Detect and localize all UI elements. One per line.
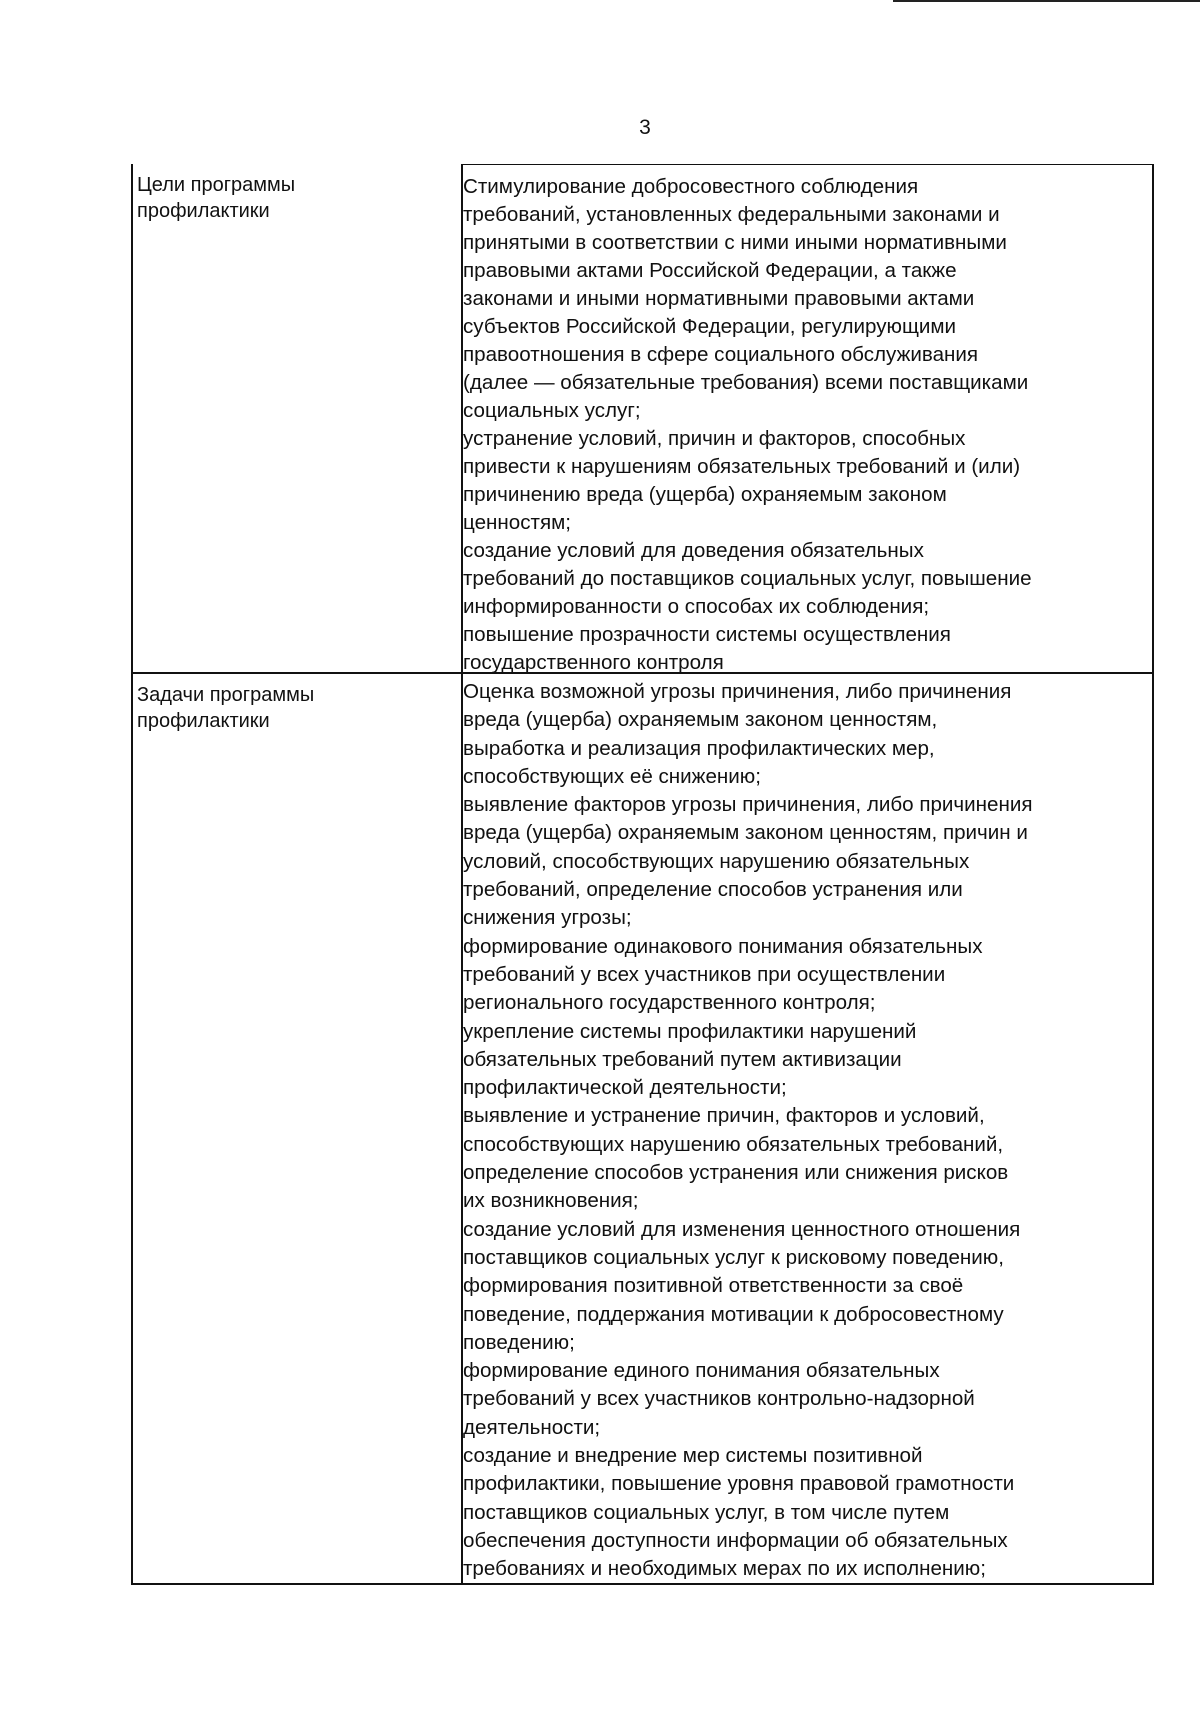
tasks-label-cell xyxy=(131,672,461,1583)
content-line: создание условий для изменения ценностного отношения xyxy=(463,1217,1021,1241)
content-line: Стимулирование добросовестного соблюдения xyxy=(463,175,919,198)
label-line: профилактики xyxy=(137,710,270,732)
content-line: укрепление системы профилактики нарушений xyxy=(463,1019,917,1043)
content-line: обеспечения доступности информации об обязательных xyxy=(463,1528,1008,1552)
content-line: ценностям; xyxy=(463,511,571,534)
goals-label-cell xyxy=(131,164,461,672)
content-line: выявление факторов угрозы причинения, либо причинения xyxy=(463,793,1033,817)
content-line: причинению вреда (ущерба) охраняемым законом xyxy=(463,483,947,506)
content-line: требований, определение способов устранения или xyxy=(463,878,963,902)
table-row-goals xyxy=(131,164,1154,672)
content-line: создание условий для доведения обязательных xyxy=(463,539,924,562)
content-line: (далее — обязательные требования) всеми поставщиками xyxy=(463,371,1029,394)
tasks-content-cell xyxy=(461,672,1154,1583)
content-line: снижения угрозы; xyxy=(463,906,632,930)
label-line: профилактики xyxy=(137,200,270,222)
table-row-tasks xyxy=(131,672,1154,1583)
content-line: поставщиков социальных услуг к рисковому поведению, xyxy=(463,1245,1004,1269)
content-line: требований у всех участников контрольно-надзорной xyxy=(463,1387,975,1411)
content-line: повышение прозрачности системы осуществления xyxy=(463,623,951,646)
content-line: создание и внедрение мер системы позитивной xyxy=(463,1444,923,1468)
content-line: поставщиков социальных услуг, в том числе путем xyxy=(463,1500,950,1524)
content-line: деятельности; xyxy=(463,1415,601,1439)
content-line: формирования позитивной ответственности за своё xyxy=(463,1274,964,1298)
content-line: способствующих нарушению обязательных требований, xyxy=(463,1132,1004,1156)
label-line: Задачи программы xyxy=(137,684,315,706)
content-line: вреда (ущерба) охраняемым законом ценностям, причин и xyxy=(463,821,1028,845)
content-line: правоотношения в сфере социального обслуживания xyxy=(463,343,979,366)
content-line: информированности о способах их соблюдения; xyxy=(463,595,930,618)
content-line: выявление и устранение причин, факторов и условий, xyxy=(463,1104,985,1128)
content-line: формирование единого понимания обязательных xyxy=(463,1359,940,1383)
content-line: привести к нарушениям обязательных требований и (или) xyxy=(463,455,1021,478)
content-line: устранение условий, причин и факторов, способных xyxy=(463,427,966,450)
content-line: законами и иными нормативными правовыми актами xyxy=(463,287,975,310)
content-line: Оценка возможной угрозы причинения, либо причинения xyxy=(463,680,1012,703)
content-line: социальных услуг; xyxy=(463,399,641,422)
content-line: требований до поставщиков социальных услуг, повышение xyxy=(463,567,1032,590)
scan-edge-mark xyxy=(893,0,1200,2)
content-line: способствующих её снижению; xyxy=(463,764,761,788)
page-number: 3 xyxy=(639,116,651,139)
content-line: условий, способствующих нарушению обязательных xyxy=(463,849,970,873)
content-line: регионального государственного контроля; xyxy=(463,991,876,1015)
content-line: требований, установленных федеральными законами и xyxy=(463,203,1000,226)
program-table xyxy=(131,164,1154,1585)
content-line: государственного контроля xyxy=(463,651,724,674)
content-line: выработка и реализация профилактических мер, xyxy=(463,736,935,760)
content-line: требованиях и необходимых мерах по их исполнению; xyxy=(463,1557,986,1581)
label-line: Цели программы xyxy=(137,174,296,196)
content-line: профилактической деятельности; xyxy=(463,1076,787,1100)
content-line: поведение, поддержания мотивации к добросовестному xyxy=(463,1302,1004,1326)
content-line: формирование одинакового понимания обязательных xyxy=(463,934,983,958)
content-line: их возникновения; xyxy=(463,1189,639,1213)
content-line: вреда (ущерба) охраняемым законом ценностям, xyxy=(463,708,938,732)
content-line: поведению; xyxy=(463,1330,575,1354)
content-line: правовыми актами Российской Федерации, а также xyxy=(463,259,957,282)
content-line: определение способов устранения или снижения рисков xyxy=(463,1161,1009,1185)
content-line: профилактики, повышение уровня правовой грамотности xyxy=(463,1472,1015,1496)
content-line: принятыми в соответствии с ними иными нормативными xyxy=(463,231,1007,254)
goals-content-cell xyxy=(461,164,1154,672)
content-line: требований у всех участников при осуществлении xyxy=(463,962,946,986)
content-line: обязательных требований путем активизации xyxy=(463,1047,902,1071)
content-line: субъектов Российской Федерации, регулирующими xyxy=(463,315,957,338)
